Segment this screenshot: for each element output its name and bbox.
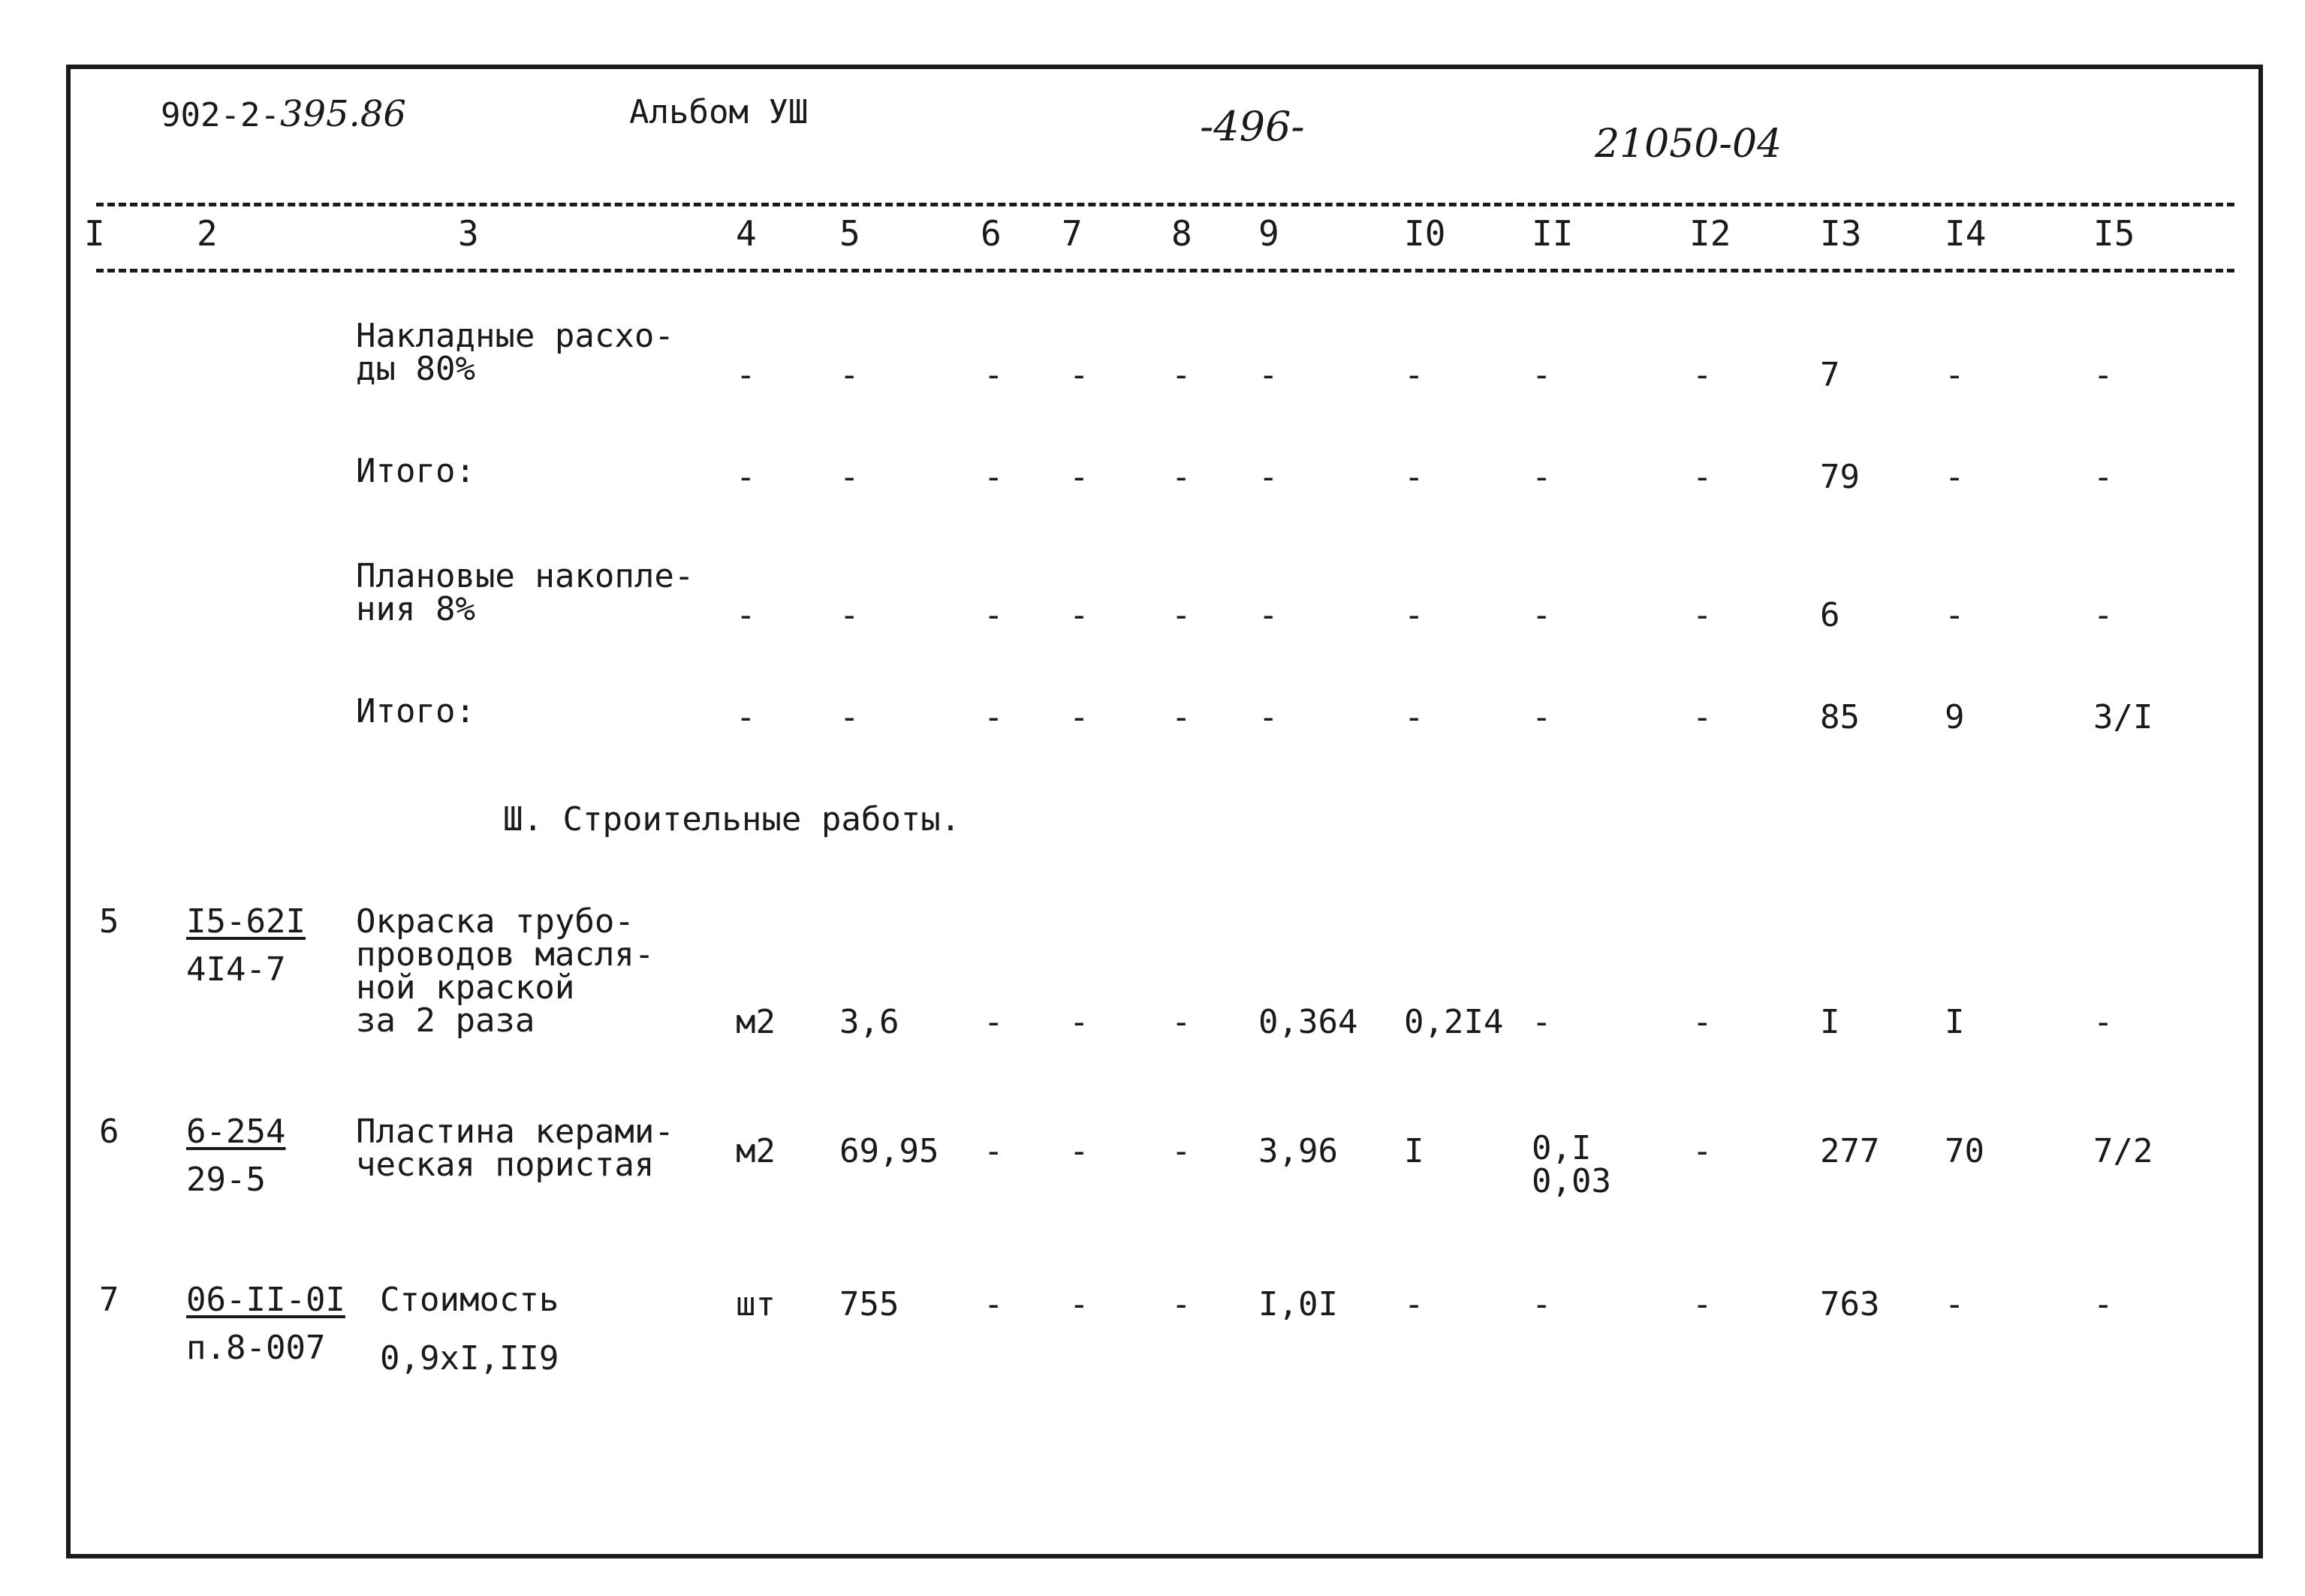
cell-col-9: - <box>1258 596 1279 634</box>
row-number: 7 <box>99 1281 119 1319</box>
cell-col-9: 3,96 <box>1258 1132 1338 1170</box>
cell-col-9: - <box>1258 458 1279 496</box>
column-number-9: 9 <box>1258 213 1279 254</box>
cell-col-15: 7/2 <box>2093 1132 2153 1170</box>
column-number-12: I2 <box>1689 213 1731 254</box>
cell-col-7: - <box>1069 596 1089 634</box>
cell-col-10: - <box>1404 356 1424 394</box>
cell-col-15: - <box>2093 596 2114 634</box>
norm-code: 4I4-7 <box>186 950 286 989</box>
cell-col-12: - <box>1692 698 1713 736</box>
item-description: Накладные расхо- ды 80% <box>356 317 674 388</box>
cell-col-9: - <box>1258 698 1279 736</box>
cell-col-9: - <box>1258 356 1279 394</box>
row-number: 5 <box>99 902 119 941</box>
cell-col-7: - <box>1069 356 1089 394</box>
cell-col-11: - <box>1532 1003 1552 1041</box>
page-frame <box>66 65 2263 1558</box>
cell-col-13: 7 <box>1820 356 1840 394</box>
cell-col-11: - <box>1532 596 1552 634</box>
cell-col-12: - <box>1692 458 1713 496</box>
cell-col-12: - <box>1692 356 1713 394</box>
cell-col-7: - <box>1069 1285 1089 1323</box>
column-number-13: I3 <box>1820 213 1862 254</box>
document-code-printed: 902-2- <box>161 96 280 134</box>
album-label: Альбом УШ <box>629 93 809 131</box>
cell-col-5: - <box>839 596 860 634</box>
norm-code: п.8-007 <box>186 1329 326 1367</box>
cell-col-4: шт <box>736 1285 776 1323</box>
item-description: Пластина керами- ческая пористая <box>356 1113 674 1184</box>
document-code <box>161 93 406 135</box>
norm-code: 29-5 <box>186 1161 266 1199</box>
cell-col-14: - <box>1945 458 1965 496</box>
cell-col-5: - <box>839 458 860 496</box>
column-number-8: 8 <box>1171 213 1192 254</box>
cell-col-6: - <box>984 596 1004 634</box>
cell-col-11: - <box>1532 1285 1552 1323</box>
cell-col-6: - <box>984 356 1004 394</box>
cell-col-5: 755 <box>839 1285 899 1323</box>
item-description: Итого: <box>356 452 475 490</box>
cell-col-4: - <box>736 356 756 394</box>
cell-col-10: - <box>1404 698 1424 736</box>
cell-col-15: - <box>2093 356 2114 394</box>
cell-col-5: 69,95 <box>839 1132 939 1170</box>
column-number-4: 4 <box>736 213 757 254</box>
cell-col-12: - <box>1692 1132 1713 1170</box>
column-number-14: I4 <box>1945 213 1987 254</box>
row-number: 6 <box>99 1113 119 1151</box>
cell-col-15: - <box>2093 1285 2114 1323</box>
price-code: 6-254 <box>186 1113 286 1151</box>
cell-col-11: - <box>1532 356 1552 394</box>
cell-col-10: - <box>1404 596 1424 634</box>
cell-col-13: 85 <box>1820 698 1860 736</box>
cell-col-8: - <box>1171 458 1192 496</box>
cell-col-7: - <box>1069 1132 1089 1170</box>
cell-col-6: - <box>984 1285 1004 1323</box>
column-number-7: 7 <box>1062 213 1083 254</box>
cell-col-5: - <box>839 356 860 394</box>
item-description: Окраска трубо- проводов масля- ной краской за 2 раза <box>356 902 655 1040</box>
cell-col-13: 763 <box>1820 1285 1880 1323</box>
cell-col-6: - <box>984 1003 1004 1041</box>
cell-col-14: - <box>1945 356 1965 394</box>
cell-col-12: - <box>1692 1285 1713 1323</box>
cell-col-5: 3,6 <box>839 1003 899 1041</box>
cell-col-7: - <box>1069 458 1089 496</box>
cell-col-6: - <box>984 698 1004 736</box>
cell-col-15: 3/I <box>2093 698 2153 736</box>
column-number-5: 5 <box>839 213 860 254</box>
cell-col-4: - <box>736 698 756 736</box>
cell-col-13: 277 <box>1820 1132 1880 1170</box>
cell-col-8: - <box>1171 1132 1192 1170</box>
section-heading: Ш. Строительные работы. <box>503 800 961 839</box>
cell-col-6: - <box>984 458 1004 496</box>
item-description: Стоимость <box>380 1281 559 1319</box>
cell-col-10: 0,2I4 <box>1404 1003 1504 1041</box>
cell-col-9: 0,364 <box>1258 1003 1358 1041</box>
cell-col-8: - <box>1171 1003 1192 1041</box>
cell-col-4: - <box>736 458 756 496</box>
cell-col-4: м2 <box>736 1132 776 1170</box>
column-number-2: 2 <box>197 213 218 254</box>
cell-col-11: - <box>1532 698 1552 736</box>
cell-col-15: - <box>2093 458 2114 496</box>
document-code-handwritten: 395.86 <box>279 93 406 135</box>
cell-col-10: - <box>1404 458 1424 496</box>
cell-col-9: I,0I <box>1258 1285 1338 1323</box>
stamp-number: 21050-04 <box>1595 122 1782 167</box>
price-code: I5-62I <box>186 902 306 941</box>
cell-col-8: - <box>1171 596 1192 634</box>
column-number-3: 3 <box>458 213 479 254</box>
cell-col-8: - <box>1171 356 1192 394</box>
cell-col-7: - <box>1069 1003 1089 1041</box>
column-number-15: I5 <box>2093 213 2135 254</box>
cell-col-14: 70 <box>1945 1132 1984 1170</box>
cell-col-13: I <box>1820 1003 1840 1041</box>
cell-col-12: - <box>1692 596 1713 634</box>
cell-col-14: 9 <box>1945 698 1965 736</box>
cell-col-8: - <box>1171 1285 1192 1323</box>
item-description: Плановые накопле- ния 8% <box>356 557 695 628</box>
cell-col-8: - <box>1171 698 1192 736</box>
column-number-1: I <box>84 213 105 254</box>
cell-col-13: 6 <box>1820 596 1840 634</box>
cell-col-5: - <box>839 698 860 736</box>
cell-col-11: - <box>1532 458 1552 496</box>
cell-col-14: - <box>1945 1285 1965 1323</box>
price-code: 06-II-0I <box>186 1281 345 1319</box>
cell-col-10: I <box>1404 1132 1424 1170</box>
item-description-extra: 0,9хI,II9 <box>380 1339 559 1378</box>
page-number: -496- <box>1200 103 1305 150</box>
cell-col-14: - <box>1945 596 1965 634</box>
item-description: Итого: <box>356 692 475 730</box>
cell-col-10: - <box>1404 1285 1424 1323</box>
column-number-6: 6 <box>981 213 1002 254</box>
cell-col-13: 79 <box>1820 458 1860 496</box>
cell-col-12: - <box>1692 1003 1713 1041</box>
cell-col-4: м2 <box>736 1003 776 1041</box>
cell-col-11: 0,I 0,03 <box>1532 1129 1611 1200</box>
column-number-10: I0 <box>1404 213 1446 254</box>
cell-col-7: - <box>1069 698 1089 736</box>
cell-col-14: I <box>1945 1003 1965 1041</box>
cell-col-15: - <box>2093 1003 2114 1041</box>
header-bottom-rule <box>96 269 2234 273</box>
header-top-rule <box>96 203 2234 206</box>
column-number-11: II <box>1532 213 1574 254</box>
cell-col-4: - <box>736 596 756 634</box>
cell-col-6: - <box>984 1132 1004 1170</box>
